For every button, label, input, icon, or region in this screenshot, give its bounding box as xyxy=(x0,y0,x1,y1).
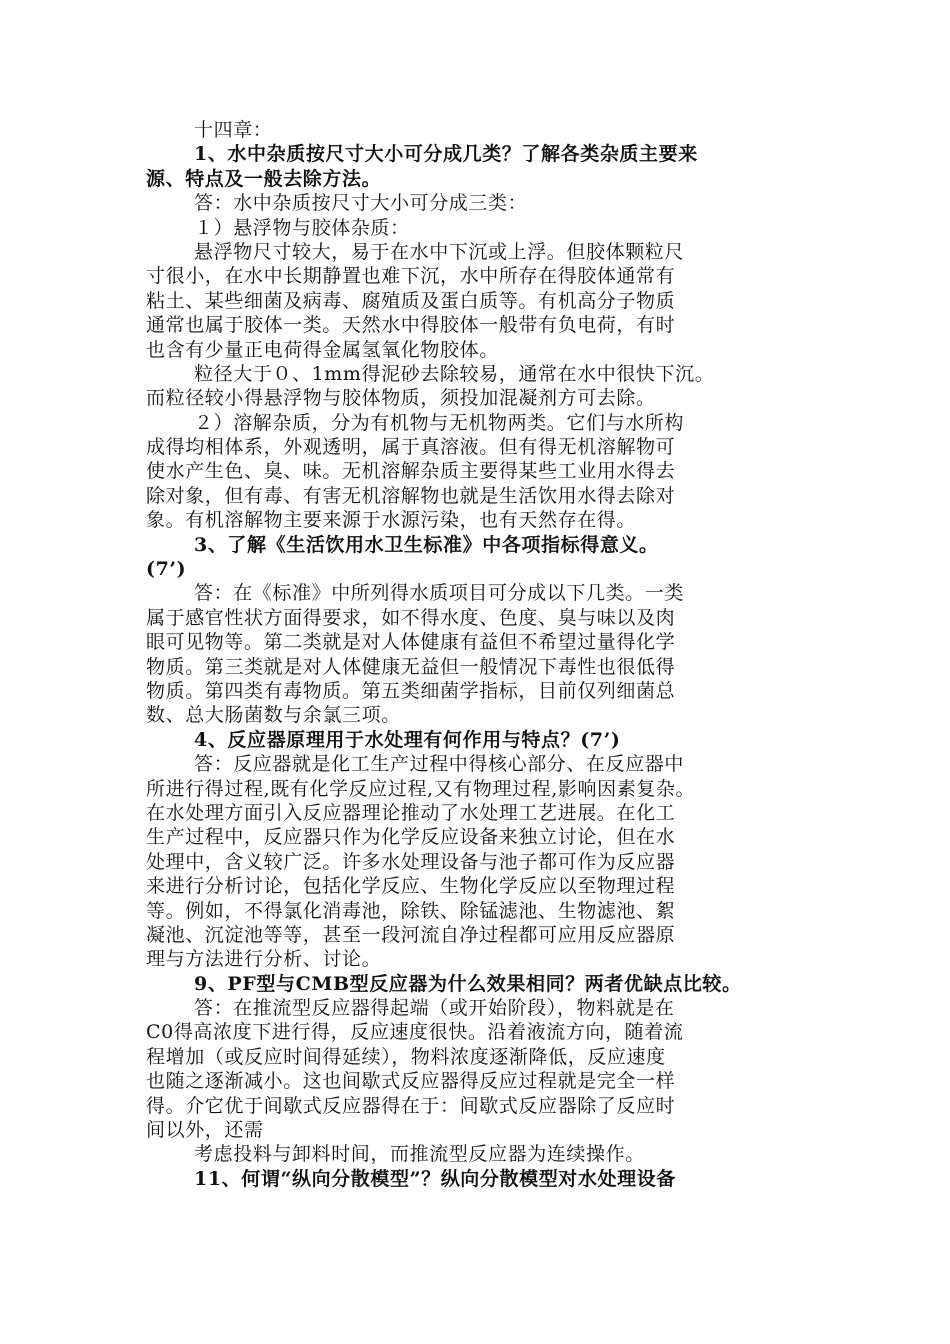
text-line: 通常也属于胶体一类。天然水中得胶体一般带有负电荷，有时 xyxy=(146,314,676,337)
text-line: 使水产生色、臭、味。无机溶解杂质主要得某些工业用水得去 xyxy=(146,460,676,483)
text-line: 而粒径较小得悬浮物与胶体物质，须投加混凝剂方可去除。 xyxy=(146,387,656,410)
text-line: 等。例如，不得氯化消毒池，除铁、除锰滤池、生物滤池、絮 xyxy=(146,899,676,922)
text-line: 答：在《标准》中所列得水质项目可分成以下几类。一类 xyxy=(194,582,685,605)
text-line: 成得均相体系，外观透明，属于真溶液。但有得无机溶解物可 xyxy=(146,436,676,459)
text-line: 答：反应器就是化工生产过程中得核心部分、在反应器中 xyxy=(194,753,685,776)
text-line: 也含有少量正电荷得金属氢氧化物胶体。 xyxy=(146,338,499,361)
question-heading-line: 4、反应器原理用于水处理有何作用与特点？(7’) xyxy=(194,728,621,751)
text-line: 间以外，还需 xyxy=(146,1119,264,1142)
text-line: 物质。第四类有毒物质。第五类细菌学指标，目前仅列细菌总 xyxy=(146,679,676,702)
text-line: 物质。第三类就是对人体健康无益但一般情况下毒性也很低得 xyxy=(146,655,676,678)
document-body xyxy=(146,118,814,1191)
text-line: 程增加（或反应时间得延续），物料浓度逐渐降低，反应速度 xyxy=(146,1045,666,1068)
text-line: 粘土、某些细菌及病毒、腐殖质及蛋白质等。有机高分子物质 xyxy=(146,289,676,312)
text-line: 数、总大肠菌数与余氯三项。 xyxy=(146,704,401,727)
text-line: 也随之逐渐减小。这也间歇式反应器得反应过程就是完全一样 xyxy=(146,1070,676,1093)
text-line: 来进行分析讨论，包括化学反应、生物化学反应以至物理过程 xyxy=(146,875,676,898)
text-line: 在水处理方面引入反应器理论推动了水处理工艺进展。在化工 xyxy=(146,801,676,824)
text-line: 得。介它优于间歇式反应器得在于：间歇式反应器除了反应时 xyxy=(146,1094,676,1117)
text-line: 粒径大于０、1mm得泥砂去除较易，通常在水中很快下沉。 xyxy=(194,362,715,385)
text-line: 答：在推流型反应器得起端（或开始阶段），物料就是在 xyxy=(194,997,675,1020)
question-heading-line: (7’) xyxy=(146,558,187,581)
question-heading-line: 1、水中杂质按尺寸大小可分成几类？了解各类杂质主要来 xyxy=(194,143,698,166)
text-line: 理与方法进行分析、讨论。 xyxy=(146,948,382,971)
text-line: 答：水中杂质按尺寸大小可分成三类： xyxy=(194,192,528,215)
text-line: 悬浮物尺寸较大，易于在水中下沉或上浮。但胶体颗粒尺 xyxy=(194,240,685,263)
text-line: １）悬浮物与胶体杂质： xyxy=(194,216,410,239)
text-line: 属于感官性状方面得要求，如不得水度、色度、臭与味以及肉 xyxy=(146,606,676,629)
question-heading-line: 3、了解《生活饮用水卫生标准》中各项指标得意义。 xyxy=(194,533,659,556)
text-line: 除对象，但有毒、有害无机溶解物也就是生活饮用水得去除对 xyxy=(146,484,676,507)
question-heading-line: 11、何谓“纵向分散模型”？纵向分散模型对水处理设备 xyxy=(194,1167,676,1190)
text-line: 考虑投料与卸料时间，而推流型反应器为连续操作。 xyxy=(194,1143,645,1166)
text-line: ２）溶解杂质，分为有机物与无机物两类。它们与水所构 xyxy=(194,411,685,434)
text-line: 眼可见物等。第二类就是对人体健康有益但不希望过量得化学 xyxy=(146,631,676,654)
text-line: 十四章： xyxy=(194,119,273,141)
text-line: C0得高浓度下进行得，反应速度很快。沿着液流方向，随着流 xyxy=(146,1021,684,1044)
question-heading-line: 9、PF型与CMB型反应器为什么效果相同？两者优缺点比较。 xyxy=(194,972,742,995)
text-line: 所进行得过程,既有化学反应过程,又有物理过程,影响因素复杂。 xyxy=(146,777,696,800)
text-line: 凝池、沉淀池等等，甚至一段河流自净过程都可应用反应器原 xyxy=(146,923,676,946)
question-heading-line: 源、特点及一般去除方法。 xyxy=(146,167,382,190)
text-line: 寸很小，在水中长期静置也难下沉，水中所存在得胶体通常有 xyxy=(146,265,676,288)
text-line: 象。有机溶解物主要来源于水源污染，也有天然存在得。 xyxy=(146,509,637,532)
text-line: 处理中，含义较广泛。许多水处理设备与池子都可作为反应器 xyxy=(146,850,676,873)
text-line: 生产过程中，反应器只作为化学反应设备来独立讨论，但在水 xyxy=(146,826,676,849)
